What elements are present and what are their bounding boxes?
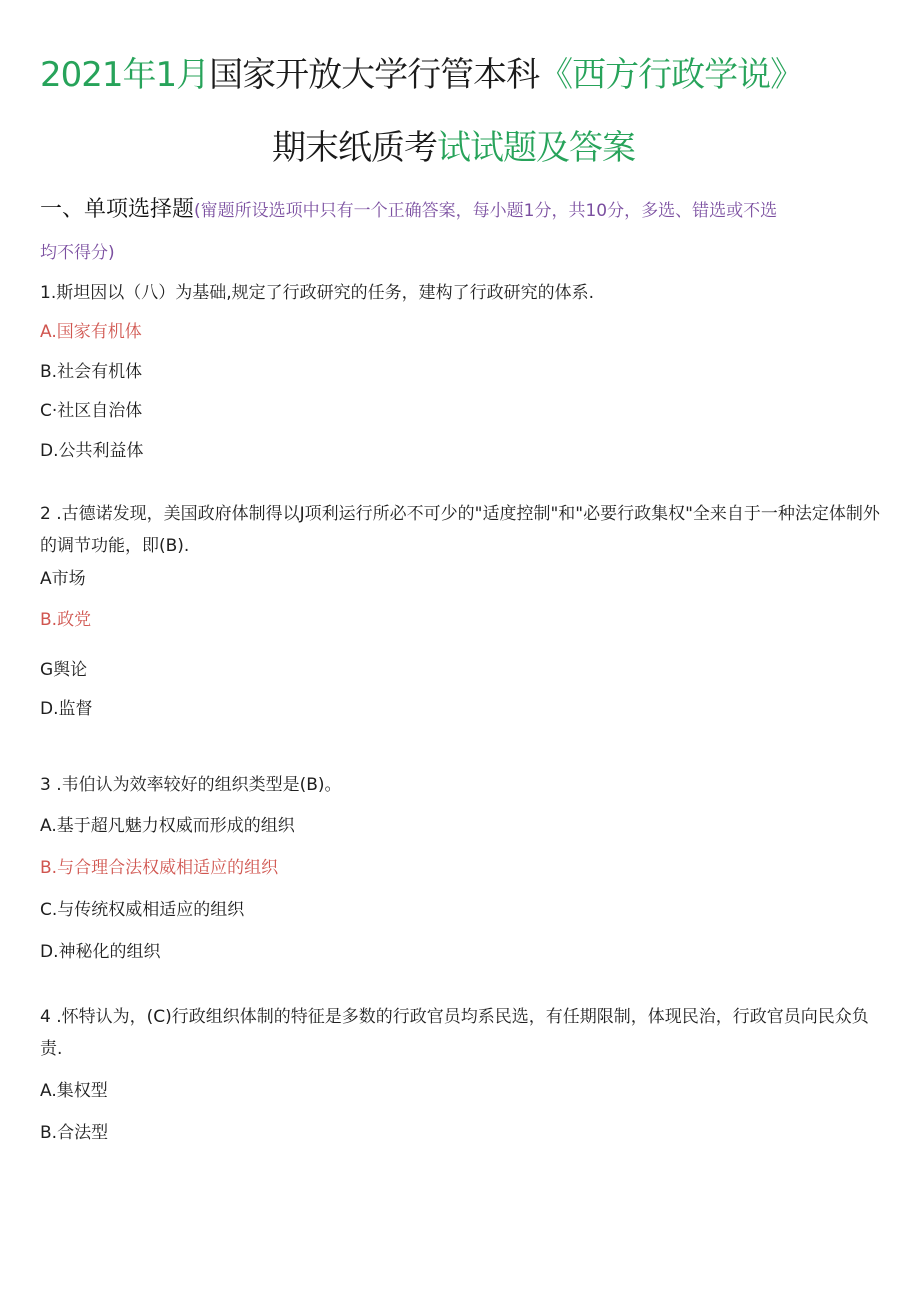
question-3-stem: 3 .韦伯认为效率较好的组织类型是(B)。 [40,775,342,795]
title-university: 国家开放大学行管本科 [209,55,540,95]
question-2-option-d: D.监督 [40,699,93,719]
question-1-option-d: D.公共利益体 [40,441,144,461]
title-exam-type: 期末纸质考 [272,128,437,168]
section-instructions-continued: 均不得分) [40,243,115,263]
question-1-option-c: C·社区自治体 [40,401,143,421]
section-instructions: (甯题所设选项中只有一个正确答案，每小题1分，共10分，多选、错选或不选 [194,201,778,221]
question-1-option-b: B.社会有机体 [40,362,143,382]
question-2-option-a: A市场 [40,569,86,589]
question-2-option-c: G舆论 [40,660,88,680]
question-4-stem: 4 .怀特认为，(C)行政组织体制的特征是多数的行政官员均系民选，有任期限制，体现民治，行政官员向民众负责. [40,1007,869,1059]
question-2-option-b: B.政党 [40,610,92,630]
question-4-option-a: A.集权型 [40,1081,108,1101]
document-title-line-2 [272,125,635,171]
document-title-line-1 [40,52,803,98]
question-1-stem: 1.斯坦因以（八）为基础,规定了行政研究的任务，建构了行政研究的体系. [40,283,595,303]
question-2-stem: 2 .古德诺发现，美国政府体制得以J项利运行所必不可少的"适度控制"和"必要行政集权"全来自于一种法定体制外的调节功能，即(B). [40,504,880,556]
question-4-option-b: B.合法型 [40,1123,109,1143]
title-course: 《西方行政学说》 [539,55,804,95]
question-3-option-c: C.与传统权威相适应的组织 [40,900,245,920]
question-3-option-a: A.基于超凡魅力权威而形成的组织 [40,816,295,836]
question-1-option-a: A.国家有机体 [40,322,142,342]
section-heading [40,193,777,228]
title-date: 2021年1月 [40,55,210,95]
section-heading-text: 一、单项选择题 [40,197,195,222]
question-3-option-d: D.神秘化的组织 [40,942,161,962]
title-exam-suffix: 试试题及答案 [437,128,635,168]
question-3-option-b: B.与合理合法权威相适应的组织 [40,858,279,878]
